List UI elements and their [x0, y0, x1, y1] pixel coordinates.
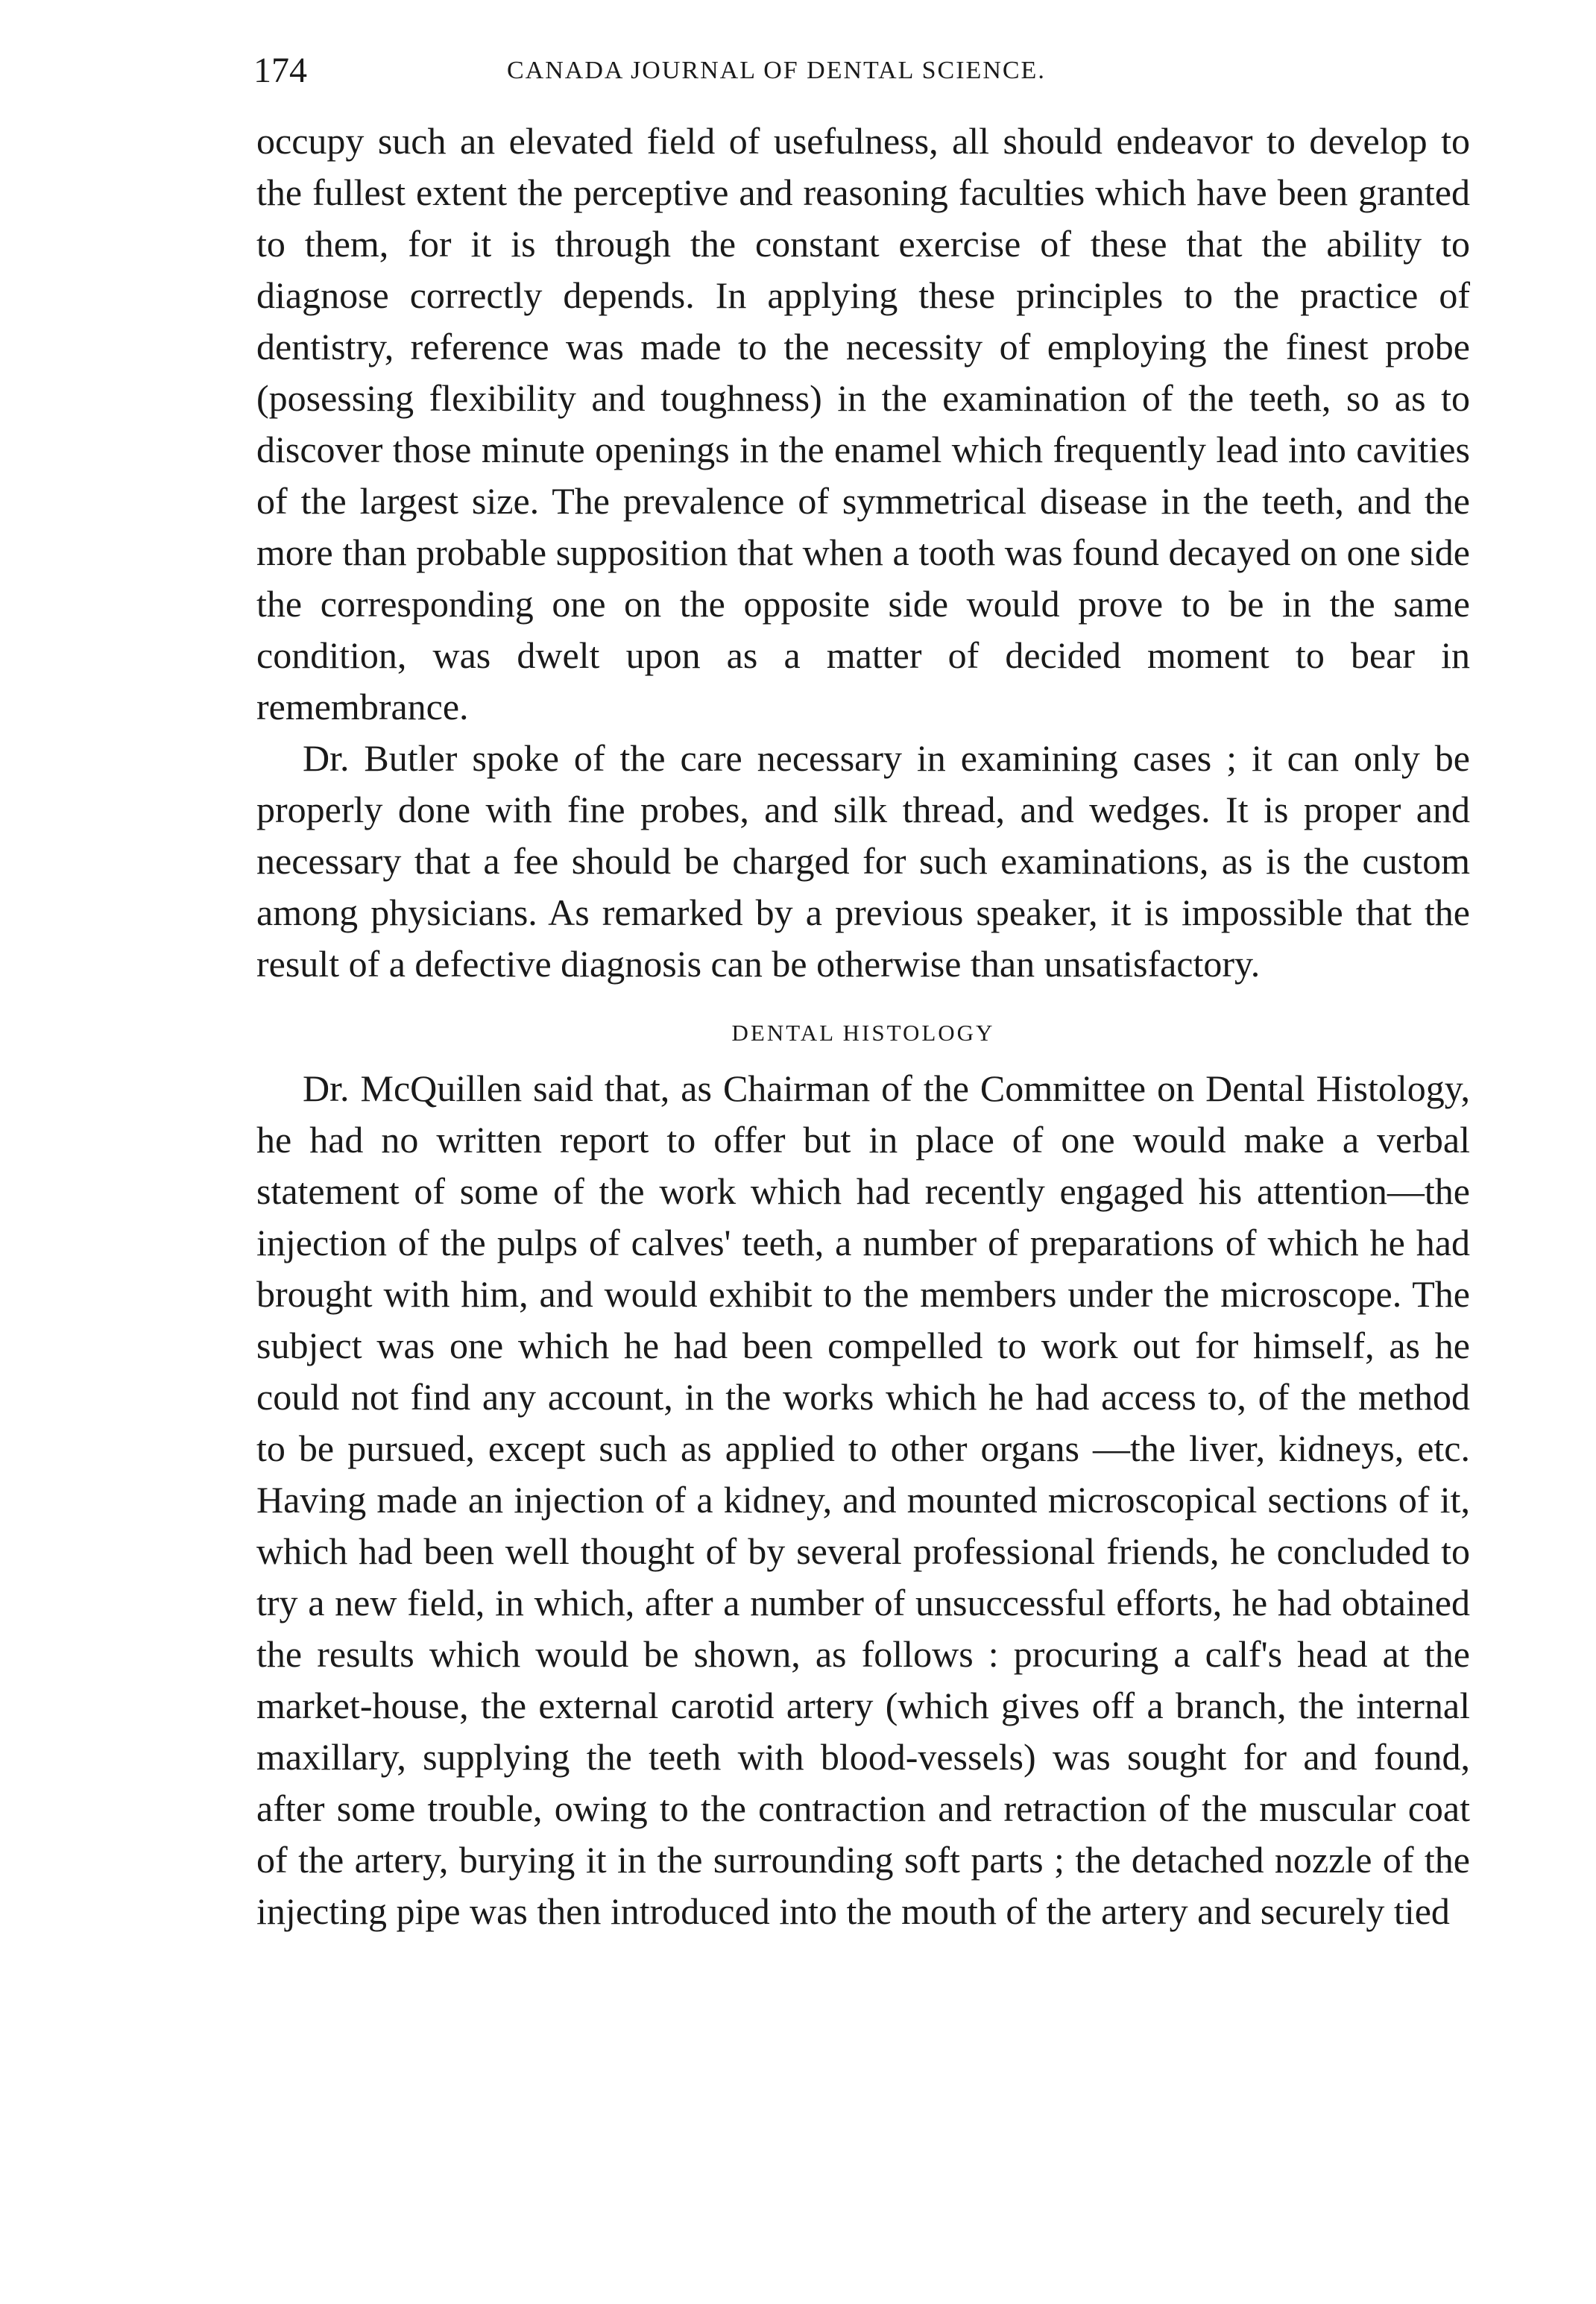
- paragraph-dr-mcquillen: Dr. McQuillen said that, as Chairman of the Committee on Dental Histology, he had no written report to offer but in place of one would make a verbal statement of some of the work which had recently engaged his attention—the injection of the pulps of calves' teeth, a number of preparations of which he had brought with him, and would exhibit to the members under the microscope. The subject was one which he had been compelled to work out for himself, as he could not find any account, in the works which he had access to, of the method to be pursued, except such as applied to other organs —the liver, kidneys, etc. Having made an injection of a kidney, and mounted microscopical sections of it, which had been well thought of by several professional friends, he concluded to try a new field, in which, after a number of unsuccessful efforts, he had obtained the results which would be shown, as follows : procuring a calf's head at the market-house, the external carotid artery (which gives off a branch, the internal maxillary, supplying the teeth with blood-vessels) was sought for and found, after some trouble, owing to the contraction and retraction of the muscular coat of the artery, burying it in the surrounding soft parts ; the detached nozzle of the injecting pipe was then introduced into the mouth of the artery and securely tied: [256, 1067, 1470, 1932]
- section-heading-dental-histology: DENTAL HISTOLOGY: [731, 1020, 995, 1046]
- body-text: [256, 116, 1470, 1937]
- journal-title: CANADA JOURNAL OF DENTAL SCIENCE.: [507, 57, 1046, 84]
- paragraph-dr-butler: Dr. Butler spoke of the care necessary in examining cases ; it can only be properly done with fine probes, and silk thread, and wedges. It is proper and necessary that a fee should be charged for such examinations, as is the custom among physicians. As remarked by a previous speaker, it is impossible that the result of a defective diagnosis can be otherwise than unsatisfactory.: [256, 737, 1470, 985]
- paragraph-diagnosis-principles: occupy such an elevated field of usefulness, all should endeavor to develop to the fullest extent the perceptive and reasoning faculties which have been granted to them, for it is through the constant exercise of these that the ability to diagnose correctly depends. In applying these principles to the practice of dentistry, reference was made to the necessity of employing the finest probe (posessing flexibility and toughness) in the examination of the teeth, so as to discover those minute openings in the enamel which frequently lead into cavities of the largest size. The prevalence of symmetrical disease in the teeth, and the more than probable supposition that when a tooth was found decayed on one side the corresponding one on the opposite side would prove to be in the same condition, was dwelt upon as a matter of decided moment to bear in remembrance.: [256, 120, 1470, 728]
- page-number: 174: [253, 51, 307, 90]
- running-head: [253, 45, 1498, 97]
